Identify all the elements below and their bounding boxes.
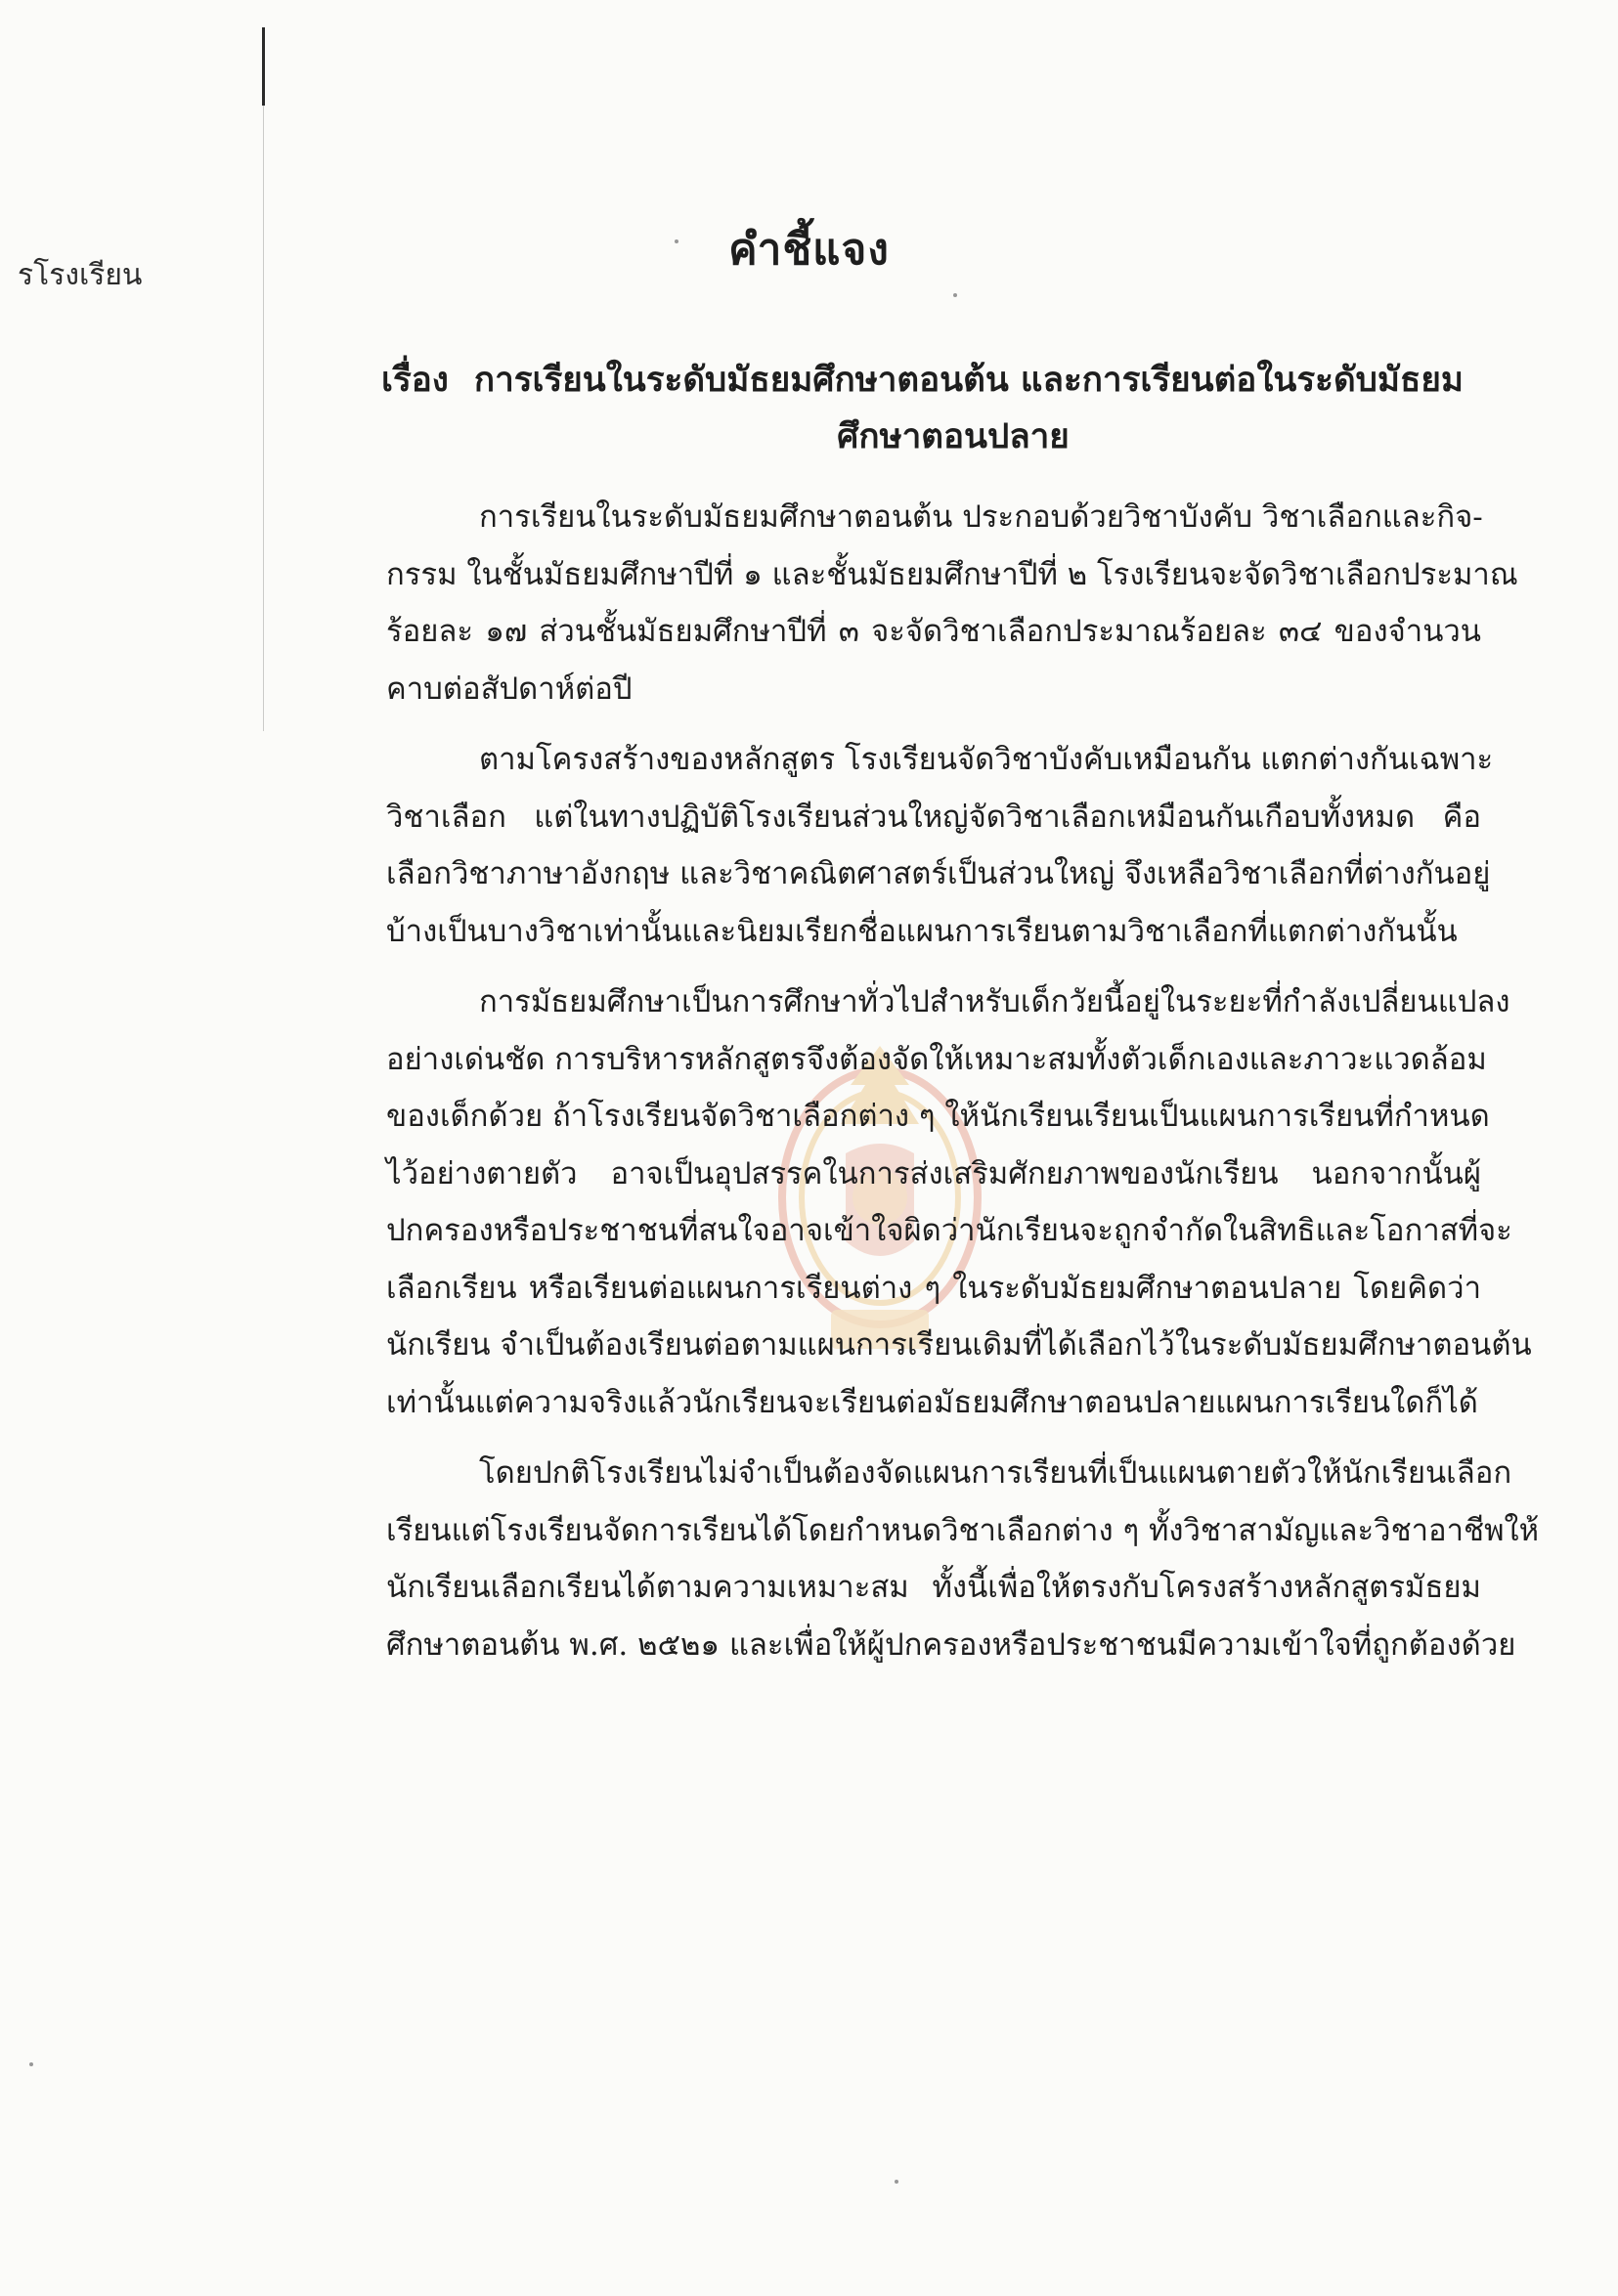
text-line: นักเรียน จำเป็นต้องเรียนต่อตามแผนการเรียนเดิมที่ได้เลือกไว้ในระดับมัธยมศึกษาตอนต้น xyxy=(386,1327,1532,1363)
paragraph-2 xyxy=(386,731,1494,960)
scan-speck xyxy=(29,2062,33,2066)
scan-speck xyxy=(953,293,957,297)
text-line: เรียนแต่โรงเรียนจัดการเรียนได้โดยกำหนดวิชาเลือกต่าง ๆ ทั้งวิชาสามัญและวิชาอาชีพให้ xyxy=(386,1512,1540,1548)
text-line: ปกครองหรือประชาชนที่สนใจอาจเข้าใจผิดว่านักเรียนจะถูกจำกัดในสิทธิและโอกาสที่จะ xyxy=(386,1213,1512,1248)
binding-rule-faint xyxy=(263,106,264,731)
subject-text-1: การเรียนในระดับมัธยมศึกษาตอนต้น และการเรียนต่อในระดับมัธยม xyxy=(473,360,1464,400)
text-line: ร้อยละ ๑๗ ส่วนชั้นมัธยมศึกษาปีที่ ๓ จะจัดวิชาเลือกประมาณร้อยละ ๓๔ ของจำนวน xyxy=(386,614,1481,649)
text-line: ของเด็กด้วย ถ้าโรงเรียนจัดวิชาเลือกต่าง ๆ ให้นักเรียนเรียนเป็นแผนการเรียนที่กำหนด xyxy=(386,1099,1490,1134)
paragraph-4 xyxy=(386,1445,1540,1673)
text-line: ตามโครงสร้างของหลักสูตร โรงเรียนจัดวิชาบังคับเหมือนกัน แตกต่างกันเฉพาะ xyxy=(479,742,1494,777)
subject-line-1 xyxy=(381,352,1486,409)
text-line: บ้างเป็นบางวิชาเท่านั้นและนิยมเรียกชื่อแผนการเรียนตามวิชาเลือกที่แตกต่างกันนั้น xyxy=(386,913,1458,949)
text-line: การเรียนในระดับมัธยมศึกษาตอนต้น ประกอบด้วยวิชาบังคับ วิชาเลือกและกิจ- xyxy=(479,499,1483,535)
subject-block xyxy=(381,352,1486,465)
text-line: วิชาเลือก แต่ในทางปฏิบัติโรงเรียนส่วนใหญ่จัดวิชาเลือกเหมือนกันเกือบทั้งหมด คือ xyxy=(386,799,1481,835)
margin-text-fragment: รโรงเรียน xyxy=(18,258,143,292)
text-line: การมัธยมศึกษาเป็นการศึกษาทั่วไปสำหรับเด็กวัยนี้อยู่ในระยะที่กำลังเปลี่ยนแปลง xyxy=(479,984,1510,1019)
text-line: อย่างเด่นชัด การบริหารหลักสูตรจึงต้องจัดให้เหมาะสมทั้งตัวเด็กเองและภาวะแวดล้อม xyxy=(386,1041,1487,1077)
binding-rule xyxy=(262,27,265,106)
text-line: ศึกษาตอนต้น พ.ศ. ๒๕๒๑ และเพื่อให้ผู้ปกครองหรือประชาชนมีความเข้าใจที่ถูกต้องด้วย xyxy=(386,1626,1516,1663)
paragraph-3 xyxy=(386,974,1532,1431)
text-line: เท่านั้นแต่ความจริงแล้วนักเรียนจะเรียนต่อมัธยมศึกษาตอนปลายแผนการเรียนใดก็ได้ xyxy=(386,1384,1478,1420)
text-line: ไว้อย่างตายตัว อาจเป็นอุปสรรคในการส่งเสริมศักยภาพของนักเรียน นอกจากนั้นผู้ xyxy=(386,1155,1481,1191)
text-line: เลือกวิชาภาษาอังกฤษ และวิชาคณิตศาสตร์เป็นส่วนใหญ่ จึงเหลือวิชาเลือกที่ต่างกันอยู่ xyxy=(386,856,1491,891)
subject-label: เรื่อง xyxy=(381,360,449,400)
scan-speck xyxy=(895,2180,898,2184)
text-line: กรรม ในชั้นมัธยมศึกษาปีที่ ๑ และชั้นมัธยมศึกษาปีที่ ๒ โรงเรียนจะจัดวิชาเลือกประมาณ xyxy=(386,556,1518,592)
text-line: โดยปกติโรงเรียนไม่จำเป็นต้องจัดแผนการเรียนที่เป็นแผนตายตัวให้นักเรียนเลือก xyxy=(479,1455,1512,1491)
paragraph-1 xyxy=(386,489,1518,717)
text-line: เลือกเรียน หรือเรียนต่อแผนการเรียนต่าง ๆ ในระดับมัธยมศึกษาตอนปลาย โดยคิดว่า xyxy=(386,1270,1481,1306)
text-line: นักเรียนเลือกเรียนได้ตามความเหมาะสม ทั้งนี้เพื่อให้ตรงกับโครงสร้างหลักสูตรมัธยม xyxy=(386,1570,1481,1605)
subject-line-2: ศึกษาตอนปลาย xyxy=(837,416,1070,456)
body-text xyxy=(386,489,1540,1687)
scan-speck xyxy=(675,239,678,243)
text-line: คาบต่อสัปดาห์ต่อปี xyxy=(386,671,633,707)
document-title: คำชี้แจง xyxy=(728,225,890,275)
